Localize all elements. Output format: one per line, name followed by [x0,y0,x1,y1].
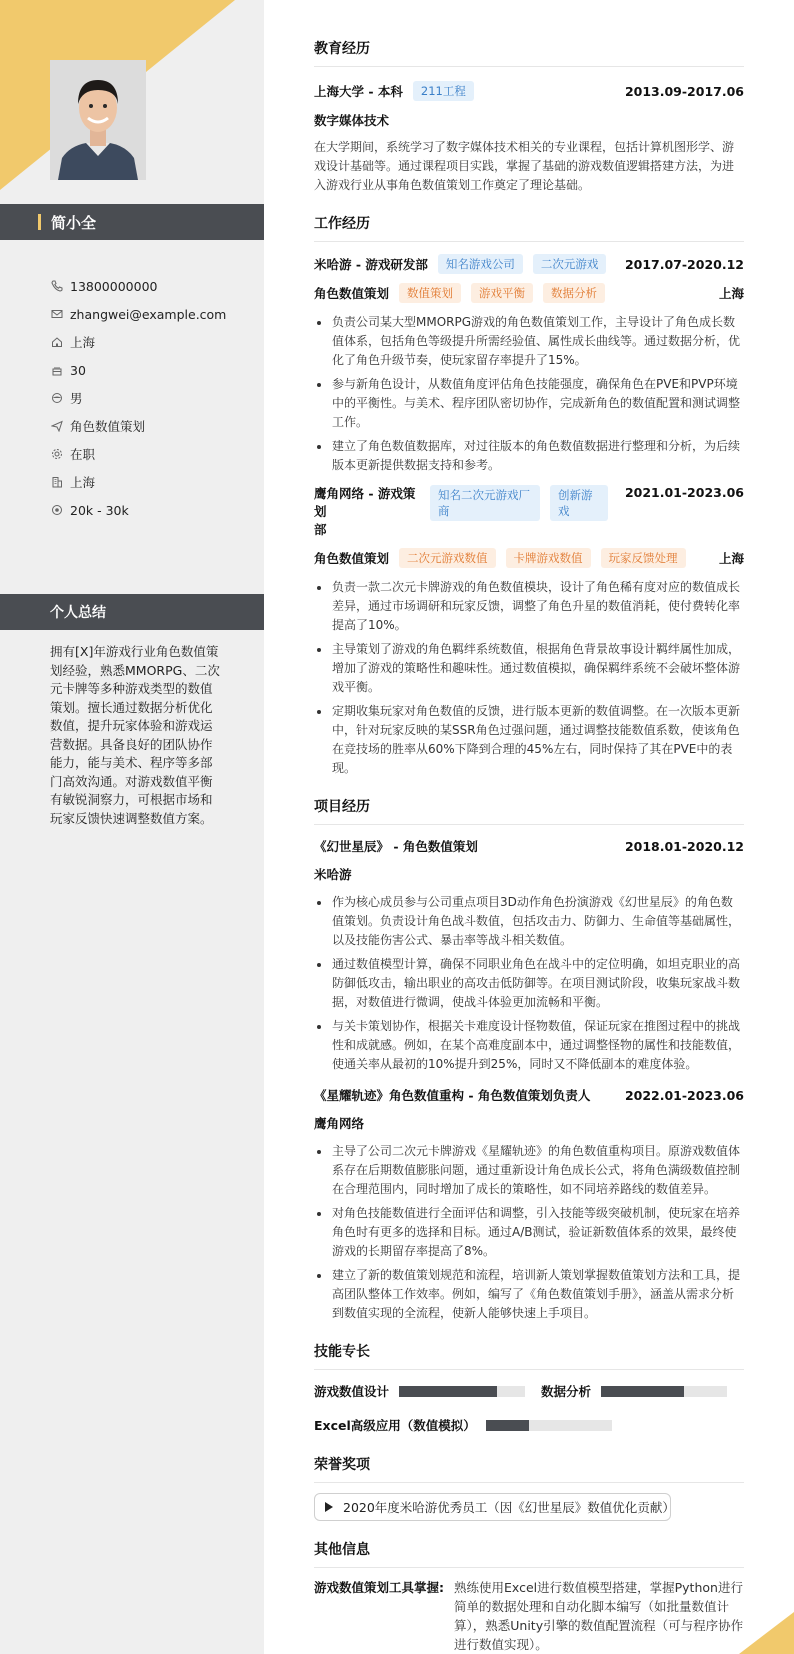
send-icon [50,419,64,433]
project-date: 2018.01-2020.12 [624,838,744,854]
contact-location-text: 上海 [70,335,96,350]
role-tag: 数据分析 [543,283,605,303]
gear-icon [50,447,64,461]
job-head [314,254,744,274]
skill-bar [399,1386,525,1397]
contact-position-text: 角色数值策划 [70,419,146,434]
job-company [314,485,420,539]
job-bullets [314,578,744,778]
contact-phone-text: 13800000000 [70,278,158,294]
contact-salary-text: 20k - 30k [70,502,129,518]
job-date: 2017.07-2020.12 [624,256,744,272]
skills-row [314,1380,744,1402]
project-bullet: 对角色技能数值进行全面评估和调整，引入技能等级突破机制，使玩家在培养角色时有更多的选择和目标。通过A/B测试，验证新数值体系的效果，最终使游戏的长期留存率提高了8%。 [314,1204,744,1261]
skill-name: 游戏数值设计 [314,1384,390,1399]
job-city: 上海 [718,286,744,301]
project-bullet: 与关卡策划协作，根据关卡难度设计怪物数值，保证玩家在推图过程中的挑战性和成就感。例如，在某个高难度副本中，通过调整怪物的属性和技能数值，使通关率从最初的10%提升到25%，同时又不降低副本的难度体验。 [314,1017,744,1074]
education-title: 教育经历 [314,38,744,67]
job-bullet: 建立了角色数值数据库，对过往版本的角色数值数据进行整理和分析，为后续版本更新提供数据支持和参考。 [314,437,744,475]
education-date: 2013.09-2017.06 [624,83,744,99]
project-date: 2022.01-2023.06 [624,1087,744,1103]
work-title: 工作经历 [314,213,744,242]
job-bullet: 参与新角色设计，从数值角度评估角色技能强度，确保角色在PVE和PVP环境中的平衡性。与美术、程序团队密切协作，完成新角色的数值配置和测试调整工作。 [314,375,744,432]
project-item [314,837,744,1074]
work-section [314,213,744,778]
project-head [314,1086,744,1104]
role-tag: 玩家反馈处理 [601,548,686,568]
job-company: 米哈游 - 游戏研发部 [314,257,428,272]
job-bullet: 负责一款二次元卡牌游戏的角色数值模块，设计了角色稀有度对应的数值成长差异，通过市场调研和玩家反馈，调整了角色升星的数值消耗，使付费转化率提高了10%。 [314,578,744,635]
project-bullets [314,893,744,1074]
skill-item [541,1380,727,1402]
project-name: 《星耀轨迹》角色数值重构 - 角色数值策划负责人 [314,1088,591,1103]
contact-email-text: zhangwei@example.com [70,306,227,322]
skill-name: 数据分析 [541,1384,592,1399]
role-tag: 二次元游戏数值 [399,548,496,568]
company-tag: 二次元游戏 [533,254,607,274]
other-row [314,1578,744,1654]
contact-city-text: 上海 [70,475,96,490]
contact-age-text: 30 [70,362,86,378]
job-item [314,254,744,475]
other-section [314,1539,744,1654]
education-head [314,81,744,101]
job-bullets [314,313,744,475]
role-tag: 数值策划 [399,283,461,303]
home-icon [50,335,64,349]
mail-icon [50,307,64,321]
contact-salary [50,496,260,524]
other-value: 熟练使用Excel进行数值模型搭建，掌握Python进行简单的数据处理和自动化脚本编写（如批量数值计算），熟悉Unity引擎的数值配置流程（可与程序协作进行数值实现）。 [454,1580,744,1652]
skill-bar-fill [601,1386,684,1397]
company-tag [430,485,540,521]
project-item [314,1086,744,1323]
phone-icon [50,279,64,293]
projects-section [314,796,744,1323]
contact-position [50,412,260,440]
project-bullet: 建立了新的数值策划规范和流程，培训新人策划掌握数值策划方法和工具，提高团队整体工作效率。例如，编写了《角色数值策划手册》，涵盖从需求分析到数值实现的全流程，使新人能够快速上手项目。 [314,1266,744,1323]
summary-header [0,594,264,630]
skill-bar-fill [399,1386,497,1397]
projects-title: 项目经历 [314,796,744,825]
contact-email [50,300,260,328]
role-tag: 卡牌游戏数值 [506,548,591,568]
job-date: 2021.01-2023.06 [624,485,744,500]
skill-item [314,1414,744,1436]
salary-icon [50,503,64,517]
project-org: 鹰角网络 [314,1116,365,1131]
company-tag-line: 知名二次元游戏厂 [438,488,530,502]
project-head [314,837,744,855]
project-bullet: 通过数值模型计算，确保不同职业角色在战斗中的定位明确，如坦克职业的高防御低攻击，输出职业的高攻击低防御等。在项目测试阶段，收集玩家战斗数据，对数值进行微调，使战斗体验更加流畅和平衡。 [314,955,744,1012]
name-bar [0,204,264,240]
honors-section [314,1454,744,1521]
school-name: 上海大学 - 本科 [314,84,403,99]
company-tag-line: 商 [438,504,450,518]
job-head [314,485,744,539]
education-major: 数字媒体技术 [314,113,390,128]
skill-bar-fill [486,1420,529,1431]
job-bullet: 主导策划了游戏的角色羁绊系统数值，根据角色背景故事设计羁绊属性加成，增加了游戏的策略性和趣味性。通过数值模拟，确保羁绊系统不会破坏整体游戏平衡。 [314,640,744,697]
summary-title: 个人总结 [50,605,106,621]
job-city: 上海 [718,551,744,566]
contact-gender-text: 男 [70,391,83,406]
skill-bar [601,1386,727,1397]
project-org: 米哈游 [314,867,352,882]
other-key: 游戏数值策划工具掌握: [314,1580,444,1595]
corner-decoration [739,1612,794,1654]
skills-section [314,1341,744,1436]
skill-name: Excel高级应用（数值模拟） [314,1418,476,1433]
company-tag-line: 创新游 [558,488,593,502]
skills-title: 技能专长 [314,1341,744,1370]
job-item [314,485,744,778]
role-tag: 游戏平衡 [471,283,533,303]
honors-title: 荣誉奖项 [314,1454,744,1483]
job-company-line: 部 [314,522,327,537]
company-tag [550,485,608,521]
avatar [50,60,146,180]
skill-bar [486,1420,612,1431]
project-bullet: 作为核心成员参与公司重点项目3D动作角色扮演游戏《幻世星辰》的角色数值策划。负责设计角色战斗数值，包括攻击力、防御力、生命值等基础属性，以及技能伤害公式、暴击率等战斗相关数值。 [314,893,744,950]
project-name: 《幻世星辰》 - 角色数值策划 [314,839,478,854]
project-bullets [314,1142,744,1323]
job-bullet: 定期收集玩家对角色数值的反馈，进行版本更新的数值调整。在一次版本更新中，针对玩家反映的某SSR角色过强问题，通过调整技能数值系数，使该角色在竞技场的胜率从60%下降到合理的45%左右，同时保持了其在PVE中的表现。 [314,702,744,778]
summary-text: 拥有[X]年游戏行业角色数值策划经验，熟悉MMORPG、二次元卡牌等多种游戏类型的数值策划。擅长通过数据分析优化数值，提升玩家体验和游戏运营数据。具备良好的团队协作能力，能与美术、程序等多部门高效沟通。对游戏数值平衡有敏锐洞察力，可根据市场和玩家反馈快速调整数值方案。 [50,644,220,826]
contact-gender [50,384,260,412]
candidate-name: 简小全 [51,213,97,232]
company-tag-line: 戏 [558,504,570,518]
project-bullet: 主导了公司二次元卡牌游戏《星耀轨迹》的角色数值重构项目。原游戏数值体系存在后期数值膨胀问题，通过重新设计角色成长公式，将角色满级数值控制在合理范围内，同时增加了成长的策略性，如不同培养路线的数值差异。 [314,1142,744,1199]
sidebar [0,0,264,1654]
company-tag: 知名游戏公司 [438,254,523,274]
cake-icon [50,363,64,377]
contact-status-text: 在职 [70,447,96,462]
skill-item [314,1380,525,1402]
contact-city [50,468,260,496]
contact-age [50,356,260,384]
job-company-line: 鹰角网络 - 游戏策划 [314,486,416,519]
contact-list [50,272,260,524]
job-role-row [314,283,744,303]
honor-item[interactable] [314,1493,675,1521]
job-role: 角色数值策划 [314,551,390,566]
honor-text: 2020年度米哈游优秀员工（因《幻世星辰》数值优化贡献） [343,1500,675,1515]
school-tag: 211工程 [413,81,474,101]
other-title: 其他信息 [314,1539,744,1568]
main-content [314,38,744,1654]
contact-phone [50,272,260,300]
contact-location [50,328,260,356]
gender-icon [50,391,64,405]
job-role-row [314,548,744,568]
building-icon [50,475,64,489]
name-accent [38,214,41,230]
education-desc: 在大学期间，系统学习了数字媒体技术相关的专业课程，包括计算机图形学、游戏设计基础等。通过课程项目实践，掌握了基础的游戏数值逻辑搭建方法，为进入游戏行业从事角色数值策划工作奠定了理论基础。 [314,140,735,192]
job-role: 角色数值策划 [314,286,390,301]
job-bullet: 负责公司某大型MMORPG游戏的角色数值策划工作，主导设计了角色成长数值体系，包括角色等级提升所需经验值、属性成长曲线等。通过数据分析，优化了角色升级节奏，使玩家留存率提升了15%。 [314,313,744,370]
expand-triangle-icon[interactable] [325,1502,333,1512]
contact-status [50,440,260,468]
education-section [314,38,744,195]
